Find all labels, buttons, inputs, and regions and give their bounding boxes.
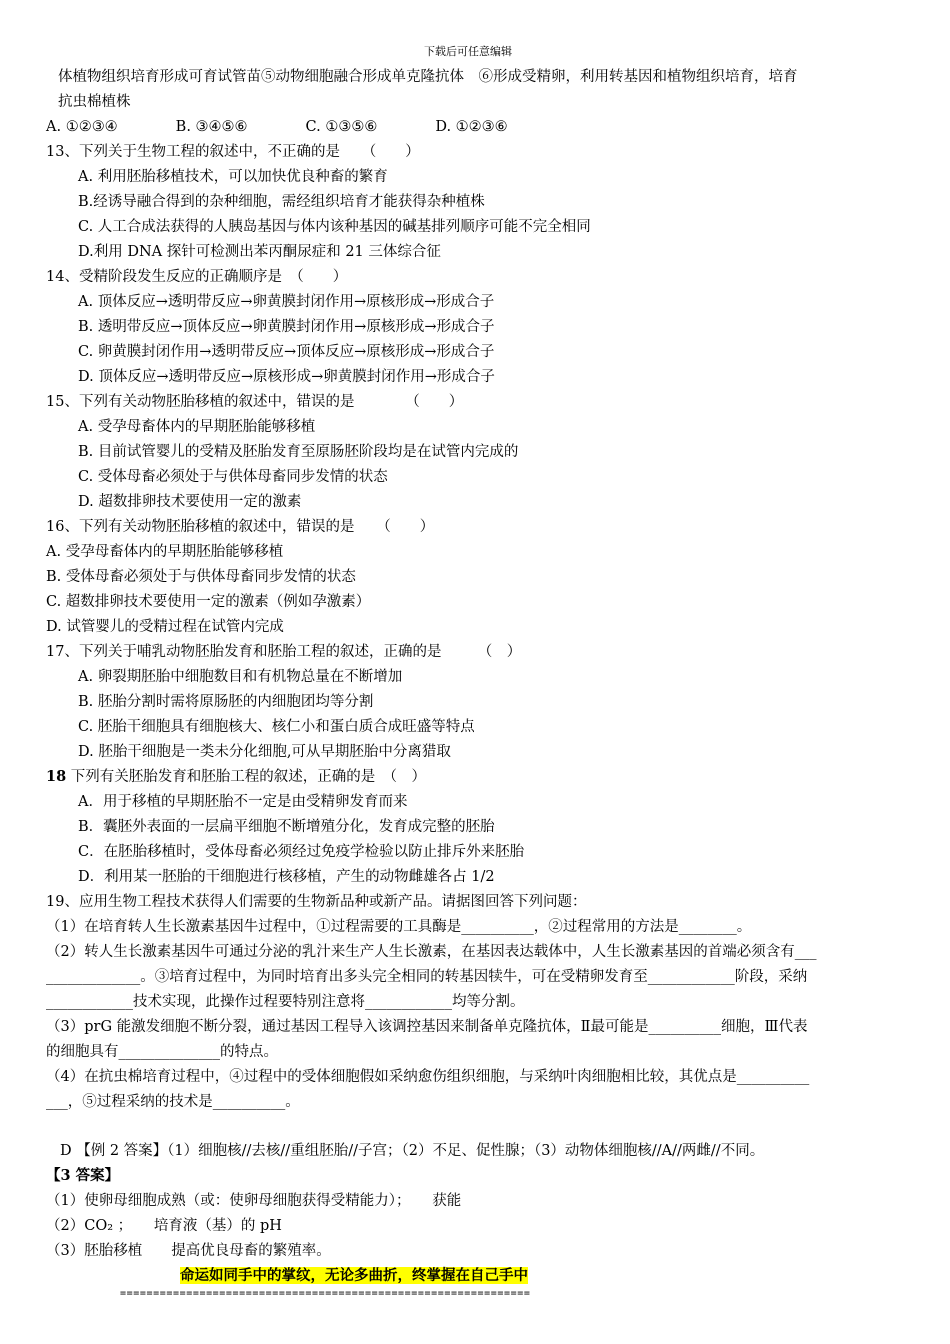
- q18-option-a: A．用于移植的早期胚胎不一定是由受精卵发育而来: [78, 794, 408, 810]
- q17-option-a: A. 卵裂期胚胎中细胞数目和有机物总量在不断增加: [78, 669, 403, 685]
- answer-3-line-3: （3）胚胎移植 提高优良母畜的繁殖率。: [46, 1243, 331, 1259]
- q17-option-b: B. 胚胎分割时需将原肠胚的内细胞团均等分割: [78, 694, 374, 710]
- q16-option-c: C. 超数排卵技术要使用一定的激素（例如孕激素）: [46, 594, 371, 610]
- intro-options: A. ①②③④ B. ③④⑤⑥ C. ①③⑤⑥ D. ①②③⑥: [46, 119, 508, 135]
- answer-3-title: 【3 答案】: [46, 1167, 120, 1184]
- answer-3-line-1: （1）使卵母细胞成熟（或：使卵母细胞获得受精能力）； 获能: [46, 1193, 462, 1209]
- q17-option-c: C. 胚胎干细胞具有细胞核大、核仁小和蛋白质合成旺盛等特点: [78, 719, 475, 735]
- q18-option-d: D．利用某一胚胎的干细胞进行核移植，产生的动物雌雄各占 1/2: [78, 869, 495, 885]
- q14-option-d: D. 顶体反应→透明带反应→原核形成→卵黄膜封闭作用→形成合子: [78, 369, 495, 385]
- q13-stem: 13、下列关于生物工程的叙述中，不正确的是 （ ）: [46, 144, 420, 160]
- intro-line-2: 抗虫棉植株: [58, 94, 131, 110]
- q19-part-2-line-1: （2）转人生长激素基因牛可通过分泌的乳汁来生产人生长激素，在基因表达载体中，人生长激素基因的首端必须含有___: [46, 944, 817, 960]
- q14-option-a: A. 顶体反应→透明带反应→卵黄膜封闭作用→原核形成→形成合子: [78, 294, 495, 310]
- q15-option-d: D. 超数排卵技术要使用一定的激素: [78, 494, 302, 510]
- page-header: 下载后可任意编辑: [424, 45, 512, 58]
- q18-stem: [46, 767, 426, 787]
- q15-option-b: B. 目前试管婴儿的受精及胚胎发育至原肠胚阶段均是在试管内完成的: [78, 444, 519, 460]
- q19-part-4-line-2: ___，⑤过程采纳的技术是__________。: [46, 1094, 300, 1110]
- q13-option-c: C. 人工合成法获得的人胰岛基因与体内该种基因的碱基排列顺序可能不完全相同: [78, 219, 591, 235]
- intro-line-1: 体植物组织培育形成可育试管苗⑤动物细胞融合形成单克隆抗体 ⑥形成受精卵，利用转基因和植物组织培育，培育: [58, 69, 798, 85]
- q15-option-a: A. 受孕母畜体内的早期胚胎能够移植: [78, 419, 316, 435]
- motto-text: 命运如同手中的掌纹，无论多曲折，终掌握在自己手中: [180, 1267, 528, 1284]
- q19-part-3-line-2: 的细胞具有______________的特点。: [46, 1044, 278, 1060]
- q14-option-b: B. 透明带反应→顶体反应→卵黄膜封闭作用→原核形成→形成合子: [78, 319, 495, 335]
- q13-option-b: B.经诱导融合得到的杂种细胞，需经组织培育才能获得杂种植株: [78, 194, 485, 210]
- q18-number: 18: [46, 768, 67, 785]
- q19-part-4-line-1: （4）在抗虫棉培育过程中，④过程中的受体细胞假如采纳愈伤组织细胞，与采纳叶肉细胞相比较，其优点是__________: [46, 1069, 810, 1085]
- q18-option-b: B．囊胚外表面的一层扁平细胞不断增殖分化，发育成完整的胚胎: [78, 819, 495, 835]
- q16-option-d: D. 试管婴儿的受精过程在试管内完成: [46, 619, 284, 635]
- q15-option-c: C. 受体母畜必须处于与供体母畜同步发情的状态: [78, 469, 388, 485]
- q14-option-c: C. 卵黄膜封闭作用→透明带反应→顶体反应→原核形成→形成合子: [78, 344, 495, 360]
- answer-3-line-2: （2）CO₂ ； 培育液（基）的 pH: [46, 1218, 282, 1234]
- q18-stem-text: 下列有关胚胎发育和胚胎工程的叙述，正确的是 （ ）: [66, 769, 427, 785]
- q17-option-d: D. 胚胎干细胞是一类未分化细胞,可从早期胚胎中分离猎取: [78, 744, 451, 760]
- q19-part-2-line-2: _____________。③培育过程中，为同时培育出多头完全相同的转基因犊牛，可在受精卵发育至____________阶段，采纳: [46, 969, 808, 985]
- q19-part-3-line-1: （3）prG 能激发细胞不断分裂，通过基因工程导入该调控基因来制备单克隆抗体，Ⅱ最可能是__________细胞，Ⅲ代表: [46, 1019, 808, 1035]
- q16-option-b: B. 受体母畜必须处于与供体母畜同步发情的状态: [46, 569, 356, 585]
- motto: [180, 1266, 528, 1286]
- q19-stem: 19、应用生物工程技术获得人们需要的生物新品种或新产品。请据图回答下列问题：: [46, 894, 587, 910]
- q15-stem: 15、下列有关动物胚胎移植的叙述中，错误的是 （ ）: [46, 394, 464, 410]
- q18-option-c: C．在胚胎移植时，受体母畜必须经过免疫学检验以防止排斥外来胚胎: [78, 844, 525, 860]
- q19-part-1: （1）在培育转人生长激素基因牛过程中，①过程需要的工具酶是__________，②过程常用的方法是________。: [46, 919, 752, 935]
- q16-stem: 16、下列有关动物胚胎移植的叙述中，错误的是 （ ）: [46, 519, 435, 535]
- q16-option-a: A. 受孕母畜体内的早期胚胎能够移植: [46, 544, 284, 560]
- q13-option-a: A. 利用胚胎移植技术，可以加快优良种畜的繁育: [78, 169, 388, 185]
- q17-stem: 17、下列关于哺乳动物胚胎发育和胚胎工程的叙述，正确的是 （ ）: [46, 644, 522, 660]
- divider-line: ==============================================================: [120, 1288, 531, 1299]
- q19-part-2-line-3: ____________技术实现，此操作过程要特别注意将____________均等分割。: [46, 994, 525, 1010]
- q13-option-d: D.利用 DNA 探针可检测出苯丙酮尿症和 21 三体综合征: [78, 244, 441, 260]
- q14-stem: 14、受精阶段发生反应的正确顺序是 （ ）: [46, 269, 348, 285]
- example-2-answer: D 【例 2 答案】（1）细胞核//去核//重组胚胎//子宫；（2）不足、促性腺；（3）动物体细胞核//A//两雌//不同。: [60, 1143, 765, 1159]
